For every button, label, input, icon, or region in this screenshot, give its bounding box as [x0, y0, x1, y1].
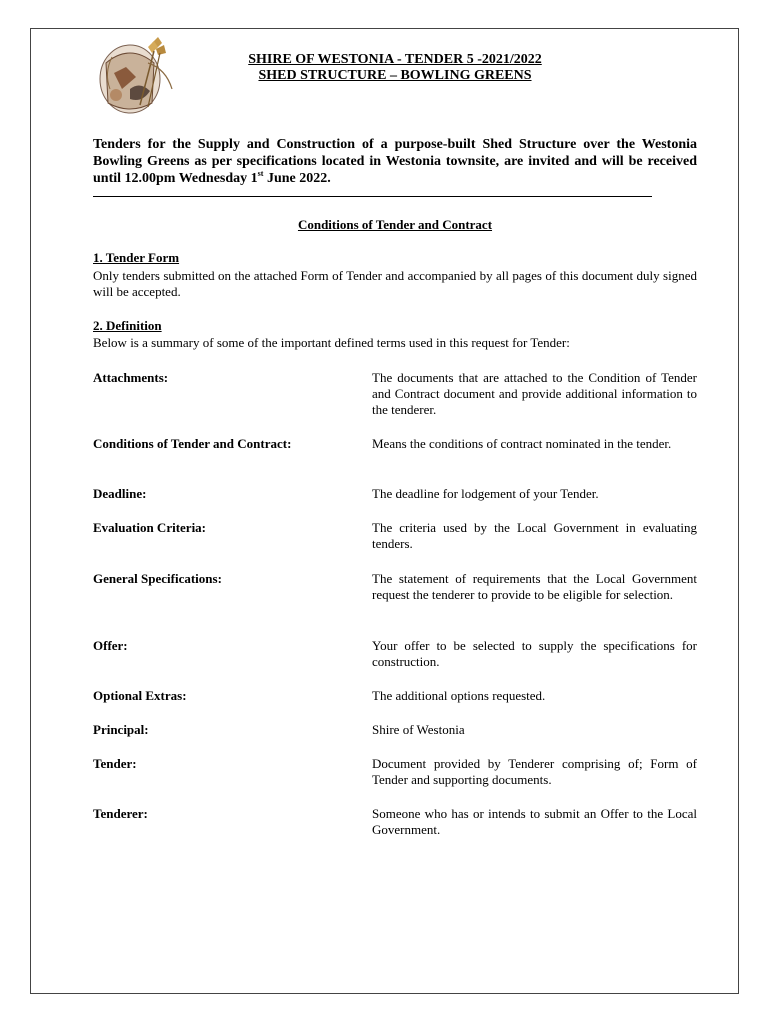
term-optional-extras: Optional Extras: — [93, 688, 187, 703]
term-tenderer-text: Someone who has or intends to submit an Offer to the Local Government. — [372, 806, 697, 837]
horizontal-rule — [93, 196, 652, 197]
tender-form-text: Only tenders submitted on the attached Form of Tender and accompanied by all pages of this document duly signed will be accepted. — [93, 268, 697, 299]
term-principal: Principal: — [93, 722, 149, 737]
term-tenderer: Tenderer: — [93, 806, 148, 821]
term-deadline: Deadline: — [93, 486, 147, 501]
intro-end: June 2022. — [263, 171, 331, 186]
definition-intro: Below is a summary of some of the important defined terms used in this request for Tender: — [93, 335, 570, 350]
term-optional-extras-text: The additional options requested. — [372, 688, 546, 703]
term-attachments-text: The documents that are attached to the Condition of Tender and Contract document and provide additional information to the tenderer. — [372, 370, 697, 417]
document-title — [190, 52, 600, 84]
term-tender-text: Document provided by Tenderer comprising of; Form of Tender and supporting documents. — [372, 756, 697, 787]
term-offer-text: Your offer to be selected to supply the specifications for construction. — [372, 638, 697, 669]
term-general-specifications: General Specifications: — [93, 571, 222, 586]
term-deadline-text: The deadline for lodgement of your Tender. — [372, 486, 599, 501]
intro-superscript: st — [257, 169, 264, 178]
term-attachments: Attachments: — [93, 370, 169, 385]
term-evaluation-criteria-text: The criteria used by the Local Government in evaluating tenders. — [372, 520, 697, 551]
title-line-2: SHED STRUCTURE – BOWLING GREENS — [258, 68, 532, 83]
intro-paragraph — [93, 136, 697, 187]
term-offer: Offer: — [93, 638, 128, 653]
term-conditions: Conditions of Tender and Contract: — [93, 436, 292, 451]
term-tender: Tender: — [93, 756, 137, 771]
title-line-1: SHIRE OF WESTONIA - TENDER 5 -2021/2022 — [248, 52, 542, 67]
term-evaluation-criteria: Evaluation Criteria: — [93, 520, 207, 535]
shire-crest-logo — [92, 33, 182, 117]
term-general-specifications-text: The statement of requirements that the Local Government request the tenderer to provide to be eligible for selection. — [372, 571, 697, 602]
intro-text: Tenders for the Supply and Construction of a purpose-built Shed Structure over the Westonia Bowling Greens as per specifications located in Westonia townsite, are invited and will be received until 12.00pm Wednesday 1 — [93, 137, 697, 186]
term-principal-text: Shire of Westonia — [372, 722, 465, 737]
section-title: Conditions of Tender and Contract — [297, 217, 493, 232]
definition-heading: 2. Definition — [93, 318, 162, 333]
term-conditions-text: Means the conditions of contract nominated in the tender. — [372, 436, 672, 451]
tender-form-heading: 1. Tender Form — [93, 250, 180, 265]
